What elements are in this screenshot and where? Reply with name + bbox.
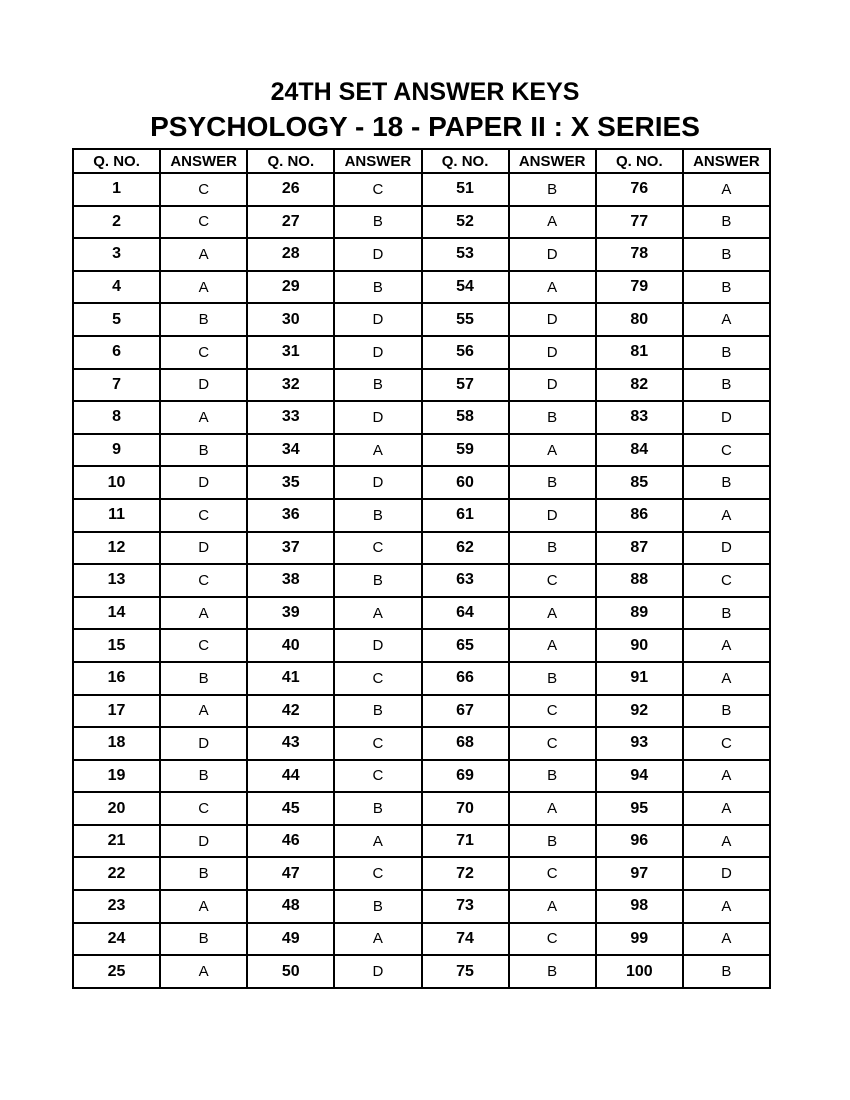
question-number-cell: 79 — [596, 271, 683, 304]
question-number-cell: 52 — [422, 206, 509, 239]
question-number-cell: 83 — [596, 401, 683, 434]
answer-cell: C — [509, 695, 596, 728]
question-number-cell: 81 — [596, 336, 683, 369]
answer-cell: C — [683, 727, 770, 760]
answer-cell: C — [334, 173, 421, 206]
table-row — [73, 923, 770, 956]
answer-cell: D — [683, 857, 770, 890]
question-number-cell: 38 — [247, 564, 334, 597]
answer-cell: A — [160, 695, 247, 728]
answer-cell: A — [683, 890, 770, 923]
question-number-cell: 6 — [73, 336, 160, 369]
question-number-cell: 97 — [596, 857, 683, 890]
question-number-cell: 15 — [73, 629, 160, 662]
answer-cell: D — [509, 303, 596, 336]
answer-cell: A — [509, 597, 596, 630]
answer-cell: D — [160, 532, 247, 565]
question-number-cell: 41 — [247, 662, 334, 695]
answer-cell: D — [334, 401, 421, 434]
answer-cell: B — [334, 792, 421, 825]
answer-cell: B — [509, 401, 596, 434]
answer-cell: C — [509, 564, 596, 597]
table-row — [73, 727, 770, 760]
answer-cell: C — [683, 434, 770, 467]
question-number-cell: 51 — [422, 173, 509, 206]
question-number-cell: 21 — [73, 825, 160, 858]
table-row — [73, 857, 770, 890]
answer-cell: C — [683, 564, 770, 597]
question-number-cell: 89 — [596, 597, 683, 630]
answer-cell: D — [160, 727, 247, 760]
question-number-cell: 36 — [247, 499, 334, 532]
answer-cell: D — [160, 369, 247, 402]
question-number-cell: 76 — [596, 173, 683, 206]
question-number-cell: 14 — [73, 597, 160, 630]
question-number-cell: 80 — [596, 303, 683, 336]
table-row — [73, 499, 770, 532]
table-row — [73, 173, 770, 206]
answer-cell: A — [683, 629, 770, 662]
question-number-cell: 82 — [596, 369, 683, 402]
answer-key-table — [72, 148, 771, 989]
answer-cell: B — [509, 825, 596, 858]
question-number-cell: 43 — [247, 727, 334, 760]
question-number-cell: 57 — [422, 369, 509, 402]
answer-cell: B — [509, 662, 596, 695]
question-number-cell: 96 — [596, 825, 683, 858]
question-number-cell: 45 — [247, 792, 334, 825]
table-row — [73, 825, 770, 858]
question-number-cell: 48 — [247, 890, 334, 923]
answer-cell: A — [160, 271, 247, 304]
table-row — [73, 597, 770, 630]
question-number-cell: 17 — [73, 695, 160, 728]
answer-cell: A — [160, 238, 247, 271]
question-number-cell: 91 — [596, 662, 683, 695]
question-number-cell: 94 — [596, 760, 683, 793]
question-number-cell: 19 — [73, 760, 160, 793]
question-number-cell: 20 — [73, 792, 160, 825]
answer-cell: A — [683, 499, 770, 532]
answer-header: ANSWER — [509, 149, 596, 173]
answer-header: ANSWER — [683, 149, 770, 173]
table-row — [73, 434, 770, 467]
answer-cell: A — [683, 923, 770, 956]
answer-cell: C — [160, 792, 247, 825]
question-number-cell: 98 — [596, 890, 683, 923]
answer-cell: C — [334, 662, 421, 695]
question-number-cell: 5 — [73, 303, 160, 336]
question-number-cell: 27 — [247, 206, 334, 239]
page-title-set: 24TH SET ANSWER KEYS — [270, 78, 580, 106]
answer-cell: B — [683, 336, 770, 369]
answer-cell: D — [334, 303, 421, 336]
question-number-cell: 92 — [596, 695, 683, 728]
answer-cell: D — [334, 238, 421, 271]
question-number-cell: 72 — [422, 857, 509, 890]
answer-cell: B — [509, 173, 596, 206]
answer-cell: A — [509, 629, 596, 662]
answer-cell: B — [683, 466, 770, 499]
question-number-cell: 9 — [73, 434, 160, 467]
answer-cell: B — [683, 206, 770, 239]
question-number-cell: 74 — [422, 923, 509, 956]
question-number-cell: 2 — [73, 206, 160, 239]
question-number-cell: 37 — [247, 532, 334, 565]
question-number-cell: 88 — [596, 564, 683, 597]
question-number-cell: 31 — [247, 336, 334, 369]
answer-cell: A — [683, 792, 770, 825]
table-row — [73, 336, 770, 369]
question-number-cell: 54 — [422, 271, 509, 304]
answer-table-body — [73, 173, 770, 988]
answer-cell: D — [160, 825, 247, 858]
answer-cell: D — [334, 336, 421, 369]
question-number-cell: 18 — [73, 727, 160, 760]
answer-cell: C — [160, 499, 247, 532]
answer-cell: A — [509, 206, 596, 239]
question-number-cell: 3 — [73, 238, 160, 271]
answer-cell: B — [509, 466, 596, 499]
table-row — [73, 303, 770, 336]
answer-cell: D — [509, 499, 596, 532]
answer-header: ANSWER — [160, 149, 247, 173]
answer-cell: B — [683, 597, 770, 630]
answer-cell: A — [334, 434, 421, 467]
answer-cell: A — [334, 825, 421, 858]
answer-cell: D — [334, 629, 421, 662]
question-number-cell: 58 — [422, 401, 509, 434]
table-row — [73, 564, 770, 597]
answer-cell: D — [509, 369, 596, 402]
answer-cell: B — [334, 499, 421, 532]
question-number-cell: 62 — [422, 532, 509, 565]
question-number-cell: 46 — [247, 825, 334, 858]
answer-cell: A — [334, 923, 421, 956]
question-number-header: Q. NO. — [73, 149, 160, 173]
answer-cell: D — [334, 955, 421, 988]
answer-cell: B — [509, 532, 596, 565]
answer-cell: A — [683, 662, 770, 695]
table-row — [73, 890, 770, 923]
table-row — [73, 792, 770, 825]
table-row — [73, 271, 770, 304]
answer-cell: C — [160, 173, 247, 206]
answer-cell: B — [334, 564, 421, 597]
question-number-cell: 64 — [422, 597, 509, 630]
question-number-cell: 67 — [422, 695, 509, 728]
question-number-cell: 30 — [247, 303, 334, 336]
question-number-header: Q. NO. — [422, 149, 509, 173]
question-number-cell: 35 — [247, 466, 334, 499]
answer-cell: A — [160, 597, 247, 630]
answer-cell: B — [160, 923, 247, 956]
answer-cell: C — [160, 336, 247, 369]
question-number-cell: 22 — [73, 857, 160, 890]
question-number-cell: 90 — [596, 629, 683, 662]
question-number-cell: 40 — [247, 629, 334, 662]
answer-cell: C — [509, 923, 596, 956]
answer-cell: A — [160, 401, 247, 434]
answer-cell: A — [509, 271, 596, 304]
answer-cell: B — [683, 695, 770, 728]
question-number-cell: 12 — [73, 532, 160, 565]
question-number-cell: 69 — [422, 760, 509, 793]
answer-cell: B — [160, 760, 247, 793]
question-number-cell: 32 — [247, 369, 334, 402]
question-number-cell: 23 — [73, 890, 160, 923]
answer-cell: A — [683, 303, 770, 336]
question-number-cell: 55 — [422, 303, 509, 336]
answer-cell: B — [509, 760, 596, 793]
question-number-cell: 68 — [422, 727, 509, 760]
answer-cell: B — [160, 303, 247, 336]
table-row — [73, 369, 770, 402]
answer-cell: B — [334, 695, 421, 728]
question-number-cell: 4 — [73, 271, 160, 304]
answer-cell: B — [683, 271, 770, 304]
question-number-cell: 16 — [73, 662, 160, 695]
answer-header: ANSWER — [334, 149, 421, 173]
answer-cell: A — [509, 434, 596, 467]
answer-cell: B — [334, 271, 421, 304]
question-number-cell: 84 — [596, 434, 683, 467]
table-row — [73, 206, 770, 239]
question-number-cell: 66 — [422, 662, 509, 695]
question-number-cell: 99 — [596, 923, 683, 956]
question-number-cell: 65 — [422, 629, 509, 662]
answer-cell: C — [160, 206, 247, 239]
answer-cell: C — [334, 857, 421, 890]
answer-cell: B — [334, 206, 421, 239]
answer-cell: C — [334, 727, 421, 760]
question-number-cell: 10 — [73, 466, 160, 499]
answer-cell: C — [509, 857, 596, 890]
table-row — [73, 695, 770, 728]
question-number-cell: 11 — [73, 499, 160, 532]
answer-cell: D — [334, 466, 421, 499]
answer-cell: A — [683, 760, 770, 793]
answer-cell: B — [160, 434, 247, 467]
answer-cell: A — [509, 792, 596, 825]
question-number-cell: 53 — [422, 238, 509, 271]
question-number-cell: 86 — [596, 499, 683, 532]
question-number-cell: 75 — [422, 955, 509, 988]
answer-cell: D — [509, 238, 596, 271]
answer-cell: B — [334, 890, 421, 923]
question-number-cell: 61 — [422, 499, 509, 532]
answer-cell: C — [160, 629, 247, 662]
answer-cell: A — [683, 173, 770, 206]
table-row — [73, 401, 770, 434]
title-block — [0, 0, 850, 145]
answer-cell: D — [683, 401, 770, 434]
answer-cell: D — [509, 336, 596, 369]
question-number-cell: 70 — [422, 792, 509, 825]
table-row — [73, 466, 770, 499]
question-number-cell: 13 — [73, 564, 160, 597]
answer-cell: A — [160, 890, 247, 923]
answer-cell: B — [160, 857, 247, 890]
answer-cell: B — [334, 369, 421, 402]
question-number-cell: 78 — [596, 238, 683, 271]
answer-cell: B — [160, 662, 247, 695]
question-number-cell: 7 — [73, 369, 160, 402]
answer-cell: C — [160, 564, 247, 597]
answer-cell: C — [334, 532, 421, 565]
question-number-cell: 50 — [247, 955, 334, 988]
question-number-cell: 49 — [247, 923, 334, 956]
answer-cell: D — [160, 466, 247, 499]
question-number-cell: 87 — [596, 532, 683, 565]
question-number-cell: 93 — [596, 727, 683, 760]
table-row — [73, 955, 770, 988]
question-number-cell: 44 — [247, 760, 334, 793]
page-title-subject: PSYCHOLOGY - 18 - PAPER II : X SERIES — [150, 111, 700, 142]
question-number-cell: 95 — [596, 792, 683, 825]
question-number-cell: 1 — [73, 173, 160, 206]
question-number-cell: 8 — [73, 401, 160, 434]
answer-cell: B — [683, 238, 770, 271]
answer-table-header-row — [73, 149, 770, 173]
question-number-cell: 73 — [422, 890, 509, 923]
question-number-cell: 39 — [247, 597, 334, 630]
question-number-header: Q. NO. — [247, 149, 334, 173]
question-number-cell: 47 — [247, 857, 334, 890]
answer-cell: A — [160, 955, 247, 988]
question-number-cell: 42 — [247, 695, 334, 728]
question-number-cell: 85 — [596, 466, 683, 499]
answer-cell: A — [683, 825, 770, 858]
question-number-cell: 77 — [596, 206, 683, 239]
question-number-cell: 34 — [247, 434, 334, 467]
question-number-cell: 56 — [422, 336, 509, 369]
answer-cell: B — [683, 369, 770, 402]
question-number-cell: 33 — [247, 401, 334, 434]
table-row — [73, 532, 770, 565]
answer-cell: A — [509, 890, 596, 923]
table-row — [73, 238, 770, 271]
question-number-cell: 63 — [422, 564, 509, 597]
question-number-header: Q. NO. — [596, 149, 683, 173]
answer-cell: B — [509, 955, 596, 988]
table-row — [73, 662, 770, 695]
question-number-cell: 60 — [422, 466, 509, 499]
table-row — [73, 629, 770, 662]
answer-cell: C — [509, 727, 596, 760]
answer-cell: D — [683, 532, 770, 565]
question-number-cell: 59 — [422, 434, 509, 467]
table-row — [73, 760, 770, 793]
question-number-cell: 24 — [73, 923, 160, 956]
question-number-cell: 29 — [247, 271, 334, 304]
question-number-cell: 25 — [73, 955, 160, 988]
answer-cell: C — [334, 760, 421, 793]
question-number-cell: 71 — [422, 825, 509, 858]
answer-cell: A — [334, 597, 421, 630]
question-number-cell: 100 — [596, 955, 683, 988]
question-number-cell: 26 — [247, 173, 334, 206]
question-number-cell: 28 — [247, 238, 334, 271]
answer-cell: B — [683, 955, 770, 988]
